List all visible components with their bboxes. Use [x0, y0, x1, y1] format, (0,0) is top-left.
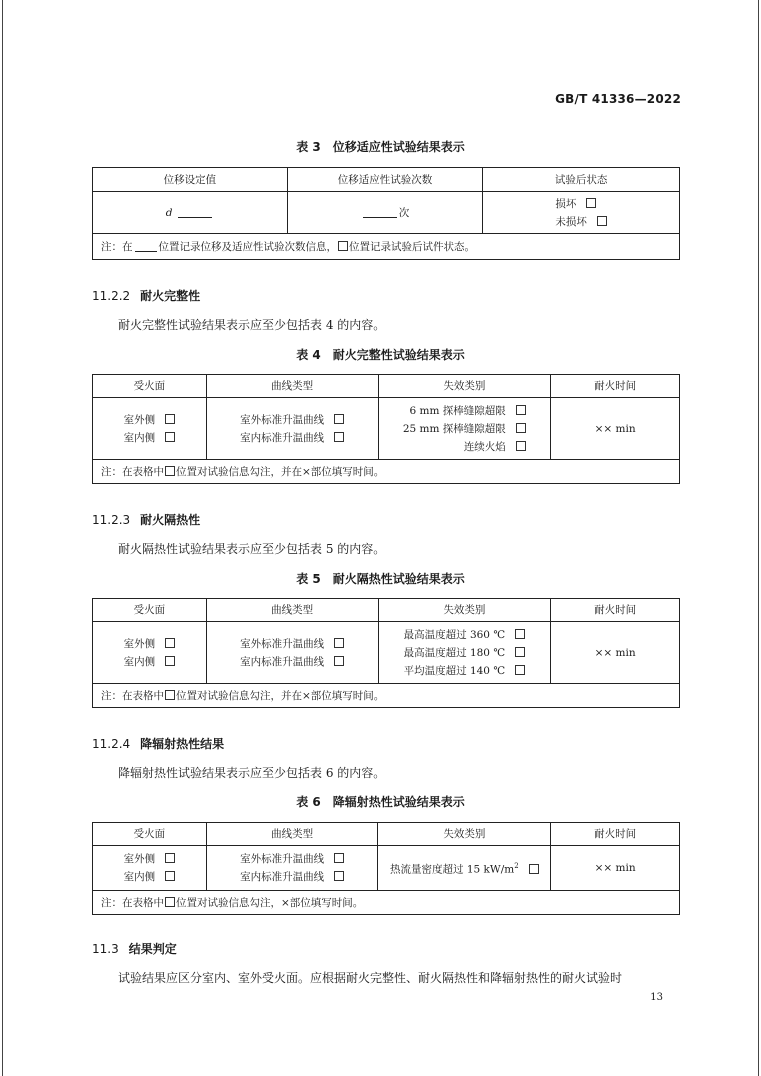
count-unit: 次 — [398, 206, 410, 219]
checkbox-icon — [334, 871, 344, 881]
section-11-2-2-heading — [92, 287, 200, 304]
section-11-2-4-text: 降辐射热性试验结果表示应至少包括表 6 的内容。 — [118, 766, 386, 780]
face-indoor: 室内侧 — [123, 871, 156, 883]
table4-title: 耐火完整性试验结果表示 — [332, 348, 465, 362]
table4-failure-cell — [378, 398, 551, 460]
table4-face-cell — [93, 398, 207, 460]
face-outdoor: 室外侧 — [123, 853, 156, 865]
table5-note — [93, 684, 680, 708]
section-11-2-4-heading — [92, 735, 224, 752]
checkbox-icon — [165, 414, 175, 424]
face-indoor: 室内侧 — [123, 655, 156, 668]
checkbox-icon — [165, 853, 175, 863]
curve-outdoor: 室外标准升温曲线 — [240, 637, 325, 650]
checkbox-icon — [334, 414, 344, 424]
section-11-2-2-text: 耐火完整性试验结果表示应至少包括表 4 的内容。 — [118, 318, 386, 332]
curve-outdoor: 室外标准升温曲线 — [240, 853, 325, 865]
table4-note-b: 位置对试验信息勾注，并在×部位填写时间。 — [176, 465, 385, 478]
checkbox-icon — [597, 216, 607, 226]
table4-number: 表 4 — [296, 348, 321, 362]
state-undamaged-label: 未损坏 — [555, 215, 587, 228]
table3-state-cell — [483, 192, 680, 234]
table3-count-cell — [287, 192, 483, 234]
table3-note — [93, 234, 680, 260]
table5-number: 表 5 — [296, 572, 321, 586]
section-title: 结果判定 — [128, 942, 177, 956]
section-title: 耐火隔热性 — [140, 513, 201, 527]
checkbox-icon — [165, 432, 175, 442]
checkbox-icon — [529, 864, 539, 874]
section-11-2-3-heading — [92, 511, 200, 528]
table6-number: 表 6 — [296, 795, 321, 809]
table3-setting-cell — [93, 192, 288, 234]
section-number: 11.2.3 — [92, 513, 131, 527]
table4-header-face: 受火面 — [93, 375, 207, 398]
failure-flame: 连续火焰 — [463, 440, 506, 453]
table5-header-time: 耐火时间 — [551, 599, 680, 622]
checkbox-icon — [334, 432, 344, 442]
failure-avg-140: 平均温度超过 140 ℃ — [403, 664, 506, 677]
checkbox-icon — [165, 466, 175, 476]
table6-failure-cell — [378, 846, 551, 891]
table6-note — [93, 891, 680, 915]
table3-title: 位移适应性试验结果表示 — [332, 140, 465, 154]
failure-max-360: 最高温度超过 360 ℃ — [403, 628, 506, 641]
table5-failure-cell — [378, 622, 551, 684]
table3-header-count: 位移适应性试验次数 — [287, 168, 483, 192]
state-damaged-label: 损坏 — [555, 197, 577, 210]
table5-note-b: 位置对试验信息勾注，并在×部位填写时间。 — [176, 689, 385, 702]
table5-curve-cell — [206, 622, 378, 684]
table6-note-a: 注：在表格中 — [101, 896, 164, 909]
curve-indoor: 室内标准升温曲线 — [240, 655, 325, 668]
state-damaged — [555, 195, 607, 213]
table3 — [92, 167, 680, 260]
table5 — [92, 598, 680, 708]
checkbox-icon — [165, 638, 175, 648]
checkbox-icon — [586, 198, 596, 208]
table5-note-a: 注：在表格中 — [101, 689, 164, 702]
table5-face-cell — [93, 622, 207, 684]
table6 — [92, 822, 680, 915]
section-number: 11.2.4 — [92, 737, 131, 751]
state-undamaged — [555, 213, 607, 231]
checkbox-icon — [515, 647, 525, 657]
table5-header-failure: 失效类别 — [378, 599, 551, 622]
section-number: 11.3 — [92, 942, 119, 956]
section-title: 降辐射热性结果 — [140, 737, 225, 751]
table6-header-face: 受火面 — [93, 823, 207, 846]
face-indoor: 室内侧 — [123, 431, 156, 444]
note-blank — [135, 240, 157, 252]
checkbox-icon — [516, 423, 526, 433]
table3-number: 表 3 — [296, 140, 321, 154]
table6-curve-cell — [206, 846, 378, 891]
curve-outdoor: 室外标准升温曲线 — [240, 413, 325, 426]
face-outdoor: 室外侧 — [123, 413, 156, 426]
section-title: 耐火完整性 — [140, 289, 201, 303]
table3-header-state: 试验后状态 — [483, 168, 680, 192]
table6-header-time: 耐火时间 — [551, 823, 680, 846]
table5-time: ×× min — [551, 622, 680, 684]
checkbox-icon — [516, 441, 526, 451]
checkbox-icon — [334, 638, 344, 648]
table6-face-cell — [93, 846, 207, 891]
table4-header-failure: 失效类别 — [378, 375, 551, 398]
curve-indoor: 室内标准升温曲线 — [240, 431, 325, 444]
table3-note-a: 注：在 — [101, 240, 133, 253]
table6-caption — [0, 793, 761, 810]
checkbox-icon — [516, 405, 526, 415]
face-outdoor: 室外侧 — [123, 637, 156, 650]
checkbox-icon — [165, 656, 175, 666]
checkbox-icon — [515, 629, 525, 639]
failure-25mm: 25 mm 探棒缝隙超限 — [402, 422, 506, 435]
table4-curve-cell — [206, 398, 378, 460]
curve-indoor: 室内标准升温曲线 — [240, 871, 325, 883]
failure-unit-superscript: 2 — [514, 862, 519, 871]
table4-time: ×× min — [551, 398, 680, 460]
table3-caption — [0, 138, 761, 155]
table3-note-b: 位置记录位移及适应性试验次数信息， — [158, 240, 337, 253]
table3-note-c: 位置记录试验后试件状态。 — [349, 240, 475, 253]
table3-header-setting: 位移设定值 — [93, 168, 288, 192]
page-number: 13 — [650, 992, 663, 1003]
section-11-3-text: 试验结果应区分室内、室外受火面。应根据耐火完整性、耐火隔热性和降辐射热性的耐火试验时 — [118, 971, 623, 985]
section-11-2-3-text: 耐火隔热性试验结果表示应至少包括表 5 的内容。 — [118, 542, 386, 556]
table4-header-time: 耐火时间 — [551, 375, 680, 398]
checkbox-icon — [515, 665, 525, 675]
table6-time: ×× min — [551, 846, 680, 891]
checkbox-icon — [338, 241, 348, 251]
failure-6mm: 6 mm 探棒缝隙超限 — [409, 404, 506, 417]
section-11-3-heading — [92, 940, 177, 957]
table5-caption — [0, 570, 761, 587]
table4-note-a: 注：在表格中 — [101, 465, 164, 478]
table4 — [92, 374, 680, 484]
table6-header-curve: 曲线类型 — [206, 823, 378, 846]
failure-heat-flux: 热流量密度超过 15 kW/m — [390, 863, 515, 876]
table6-note-b: 位置对试验信息勾注，×部位填写时间。 — [176, 896, 364, 909]
d-label: d — [165, 206, 173, 219]
checkbox-icon — [165, 690, 175, 700]
table4-caption — [0, 346, 761, 363]
checkbox-icon — [165, 871, 175, 881]
table5-header-face: 受火面 — [93, 599, 207, 622]
checkbox-icon — [165, 897, 175, 907]
count-blank — [363, 206, 397, 218]
checkbox-icon — [334, 656, 344, 666]
section-number: 11.2.2 — [92, 289, 131, 303]
table5-title: 耐火隔热性试验结果表示 — [332, 572, 465, 586]
standard-number: GB/T 41336—2022 — [555, 92, 681, 106]
table6-header-failure: 失效类别 — [378, 823, 551, 846]
table4-note — [93, 460, 680, 484]
table4-header-curve: 曲线类型 — [206, 375, 378, 398]
table6-title: 降辐射热性试验结果表示 — [332, 795, 465, 809]
checkbox-icon — [334, 853, 344, 863]
failure-max-180: 最高温度超过 180 ℃ — [403, 646, 506, 659]
setting-blank — [178, 206, 212, 218]
table5-header-curve: 曲线类型 — [206, 599, 378, 622]
